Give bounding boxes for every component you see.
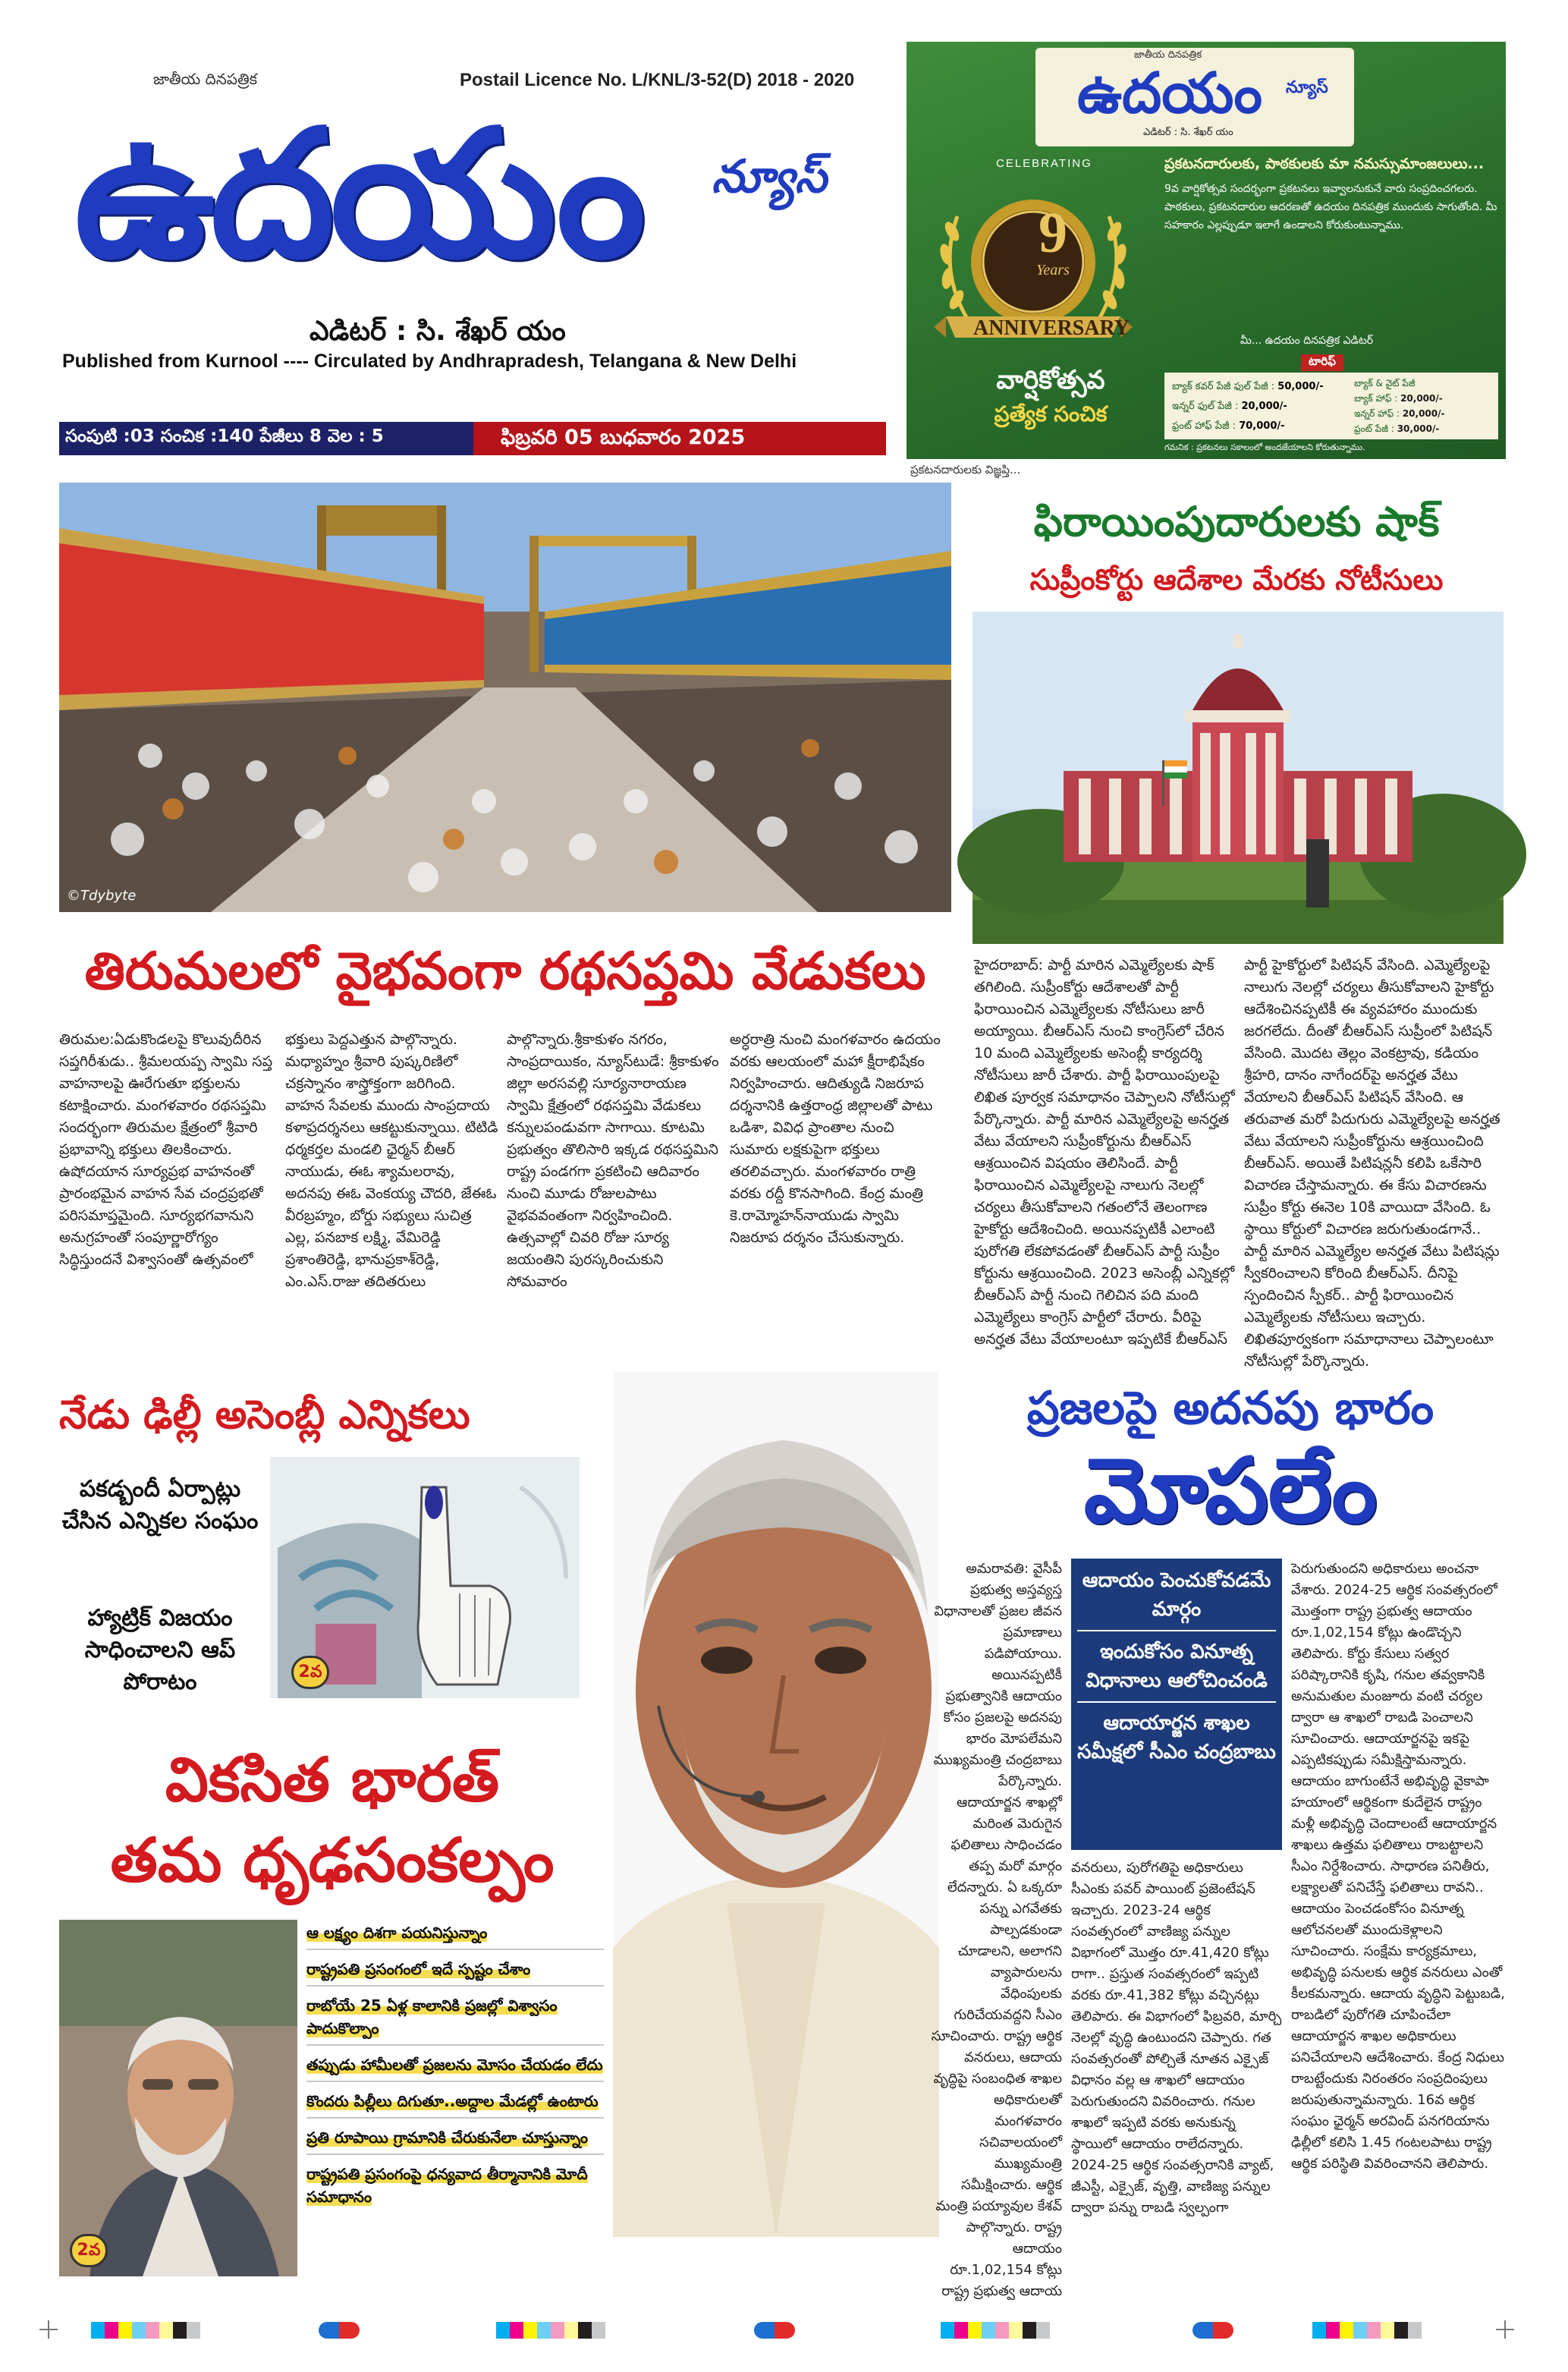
bullet-text: రాబోయే 25 ఏళ్ల కాలానికి ప్రజల్లో విశ్వాసం పాదుకొల్పాం xyxy=(306,1996,558,2037)
ad-heading: ప్రకటనదారులకు, పాఠకులకు మా నమస్సుమాంజలులు... xyxy=(1164,156,1485,172)
box-line-1: ఆదాయం పెంచుకోవడమే మార్గం xyxy=(1077,1566,1276,1631)
ad-rate-value: 20,000/- xyxy=(1402,408,1445,419)
masthead-logo-sub: న్యూస్ xyxy=(712,150,827,203)
color-bar-icon xyxy=(496,2322,605,2339)
story5-kicker: ప్రజలపై అదనపు భారం xyxy=(1026,1382,1434,1435)
story2-subhead: సుప్రీంకోర్టు ఆదేశాల మేరకు నోటీసులు xyxy=(1029,563,1444,596)
ad-footnote: గమనిక : ప్రకటనలు సకాలంలో అందజేయాలని కోరుతున్నాము. xyxy=(1164,442,1365,452)
ad-rate-row xyxy=(1354,406,1494,421)
story3-point: హ్యాట్రిక్ విజయం సాధించాలని ఆప్ పోరాటం xyxy=(84,1605,236,1695)
ad-rate-value: 30,000/- xyxy=(1397,423,1440,434)
bullet-item xyxy=(306,2090,604,2119)
ad-rates-left xyxy=(1172,377,1346,436)
color-dot-icon xyxy=(1192,2322,1233,2339)
ad-rate-label: బ్యాక్ కవర్ పేజీ ఫుల్ పేజీ : xyxy=(1172,381,1275,392)
ad-editor: ఎడిటర్ : సి. శేఖర్ యం xyxy=(1143,127,1233,138)
crowd-scene-icon xyxy=(59,483,951,912)
ad-rate-row xyxy=(1354,391,1494,406)
story1-column-2: భక్తులు పెద్దఎత్తున పాల్గొన్నారు. మధ్యాహ్నం శ్రీవారి పుష్కరిణిలో చక్రస్నానం శాస్త్రోక్తంగా జరిగింది. వాహన సేవలకు ముందు సాంప్రదాయ కళాప్రదర్శనలు ఆకట్టుకున్నాయి. టిటిడి ధర్మకర్తల మండలి ఛైర్మన్ బీఆర్ నాయుడు, ఈఓ శ్యామలరావు, అదనపు ఈఓ వెంకయ్య చౌదరి, జేఈఓ వీరబ్రహ్మం, బోర్డు సభ్యులు సుచిత్ర ఎల్ల, పనబాక లక్ష్మి, వేమిరెడ్డి ప్రశాంతిరెడ్డి, భానుప్రకాశ్‌రెడ్డి, ఎం.ఎస్.రాజు తదితరులు xyxy=(285,1031,498,1290)
ad-anniversary: ANNIVERSARY xyxy=(973,316,1130,340)
bullet-item xyxy=(306,1921,604,1950)
bullet-text: రాష్ట్రపతి ప్రసంగంలో ఇదే స్పష్టం చేశాం xyxy=(306,1960,531,1978)
ad-logo-sub: న్యూస్ xyxy=(1286,78,1328,97)
ad-rate-row xyxy=(1172,397,1346,417)
bullet-text: కొందరు పిల్లీలు దిగుతూ..అద్దాల మేడల్లో ఉంటారు xyxy=(306,2092,599,2110)
ad-signature: మీ... ఉదయం దినపత్రిక ఎడిటర్ xyxy=(1240,335,1374,347)
bullet-item xyxy=(306,2053,604,2082)
color-bar-icon xyxy=(91,2322,200,2339)
registration-mark-icon xyxy=(39,2320,58,2339)
bullet-text: తప్పుడు హామీలతో ప్రజలను మోసం చేయడం లేదు xyxy=(306,2056,603,2074)
bullet-item xyxy=(306,1994,604,2046)
ad-rate-value: 20,000/- xyxy=(1241,401,1287,412)
story2-column-1: హైదరాబాద్: పార్టీ మారిన ఎమ్మెల్యేలకు షాక్ తగిలింది. సుప్రీంకోర్టు ఆదేశాలతో పార్టీ ఫిరాయించిన ఎమ్మెల్యేలకు నోటీసులు జారీ అయ్యాయి. బీఆర్ఎస్ నుంచి కాంగ్రెస్‌లో చేరిన 10 మంది ఎమ్మెల్యేలకు అసెంబ్లీ కార్యదర్శి నోటీసులు జారీ చేశారు. పార్టీ ఫిరాయింపులపై లిఖిత పూర్వక సమాధానం చెప్పాలని నోటీసుల్లో పేర్కొన్నారు. పార్టీ మారిన ఎమ్మెల్యేలపై అనర్హత వేటు వేయాలని సుప్రీంకోర్టును బీఆర్ఎస్ ఆశ్రయించిన విషయం తెలిసిందే. పార్టీ ఫిరాయించిన ఎమ్మెల్యేలపై నాలుగు నెలల్లో చర్యలు తీసుకోవాలని గతంలోనే తెలంగాణ హైకోర్టు ఆదేశించింది. అయినప్పటికీ ఎలాంటి పురోగతి లేకపోవడంతో బీఆర్ఎస్ పార్టీ సుప్రీం కోర్టును ఆశ్రయించింది. 2023 అసెంబ్లీ ఎన్నికల్లో బీఆర్ఎస్ పార్టీ నుంచి గెలిచిన పది మంది ఎమ్మెల్యేలు కాంగ్రెస్ పార్టీలో చేరారు. వీరిపై అనర్హత వేటు వేయాలంటూ ఇప్పటికే బీఆర్ఎస్ xyxy=(974,957,1235,1348)
color-dot-icon xyxy=(754,2322,795,2339)
story5-right-column: పెరుగుతుందని అధికారులు అంచనా వేశారు. 2024-25 ఆర్థిక సంవత్సరంలో మొత్తంగా రాష్ట్ర ప్రభుత్వ ఆదాయం రూ.1,02,154 కోట్లు ఉండొచ్చని తెలిపారు. కోర్టు కేసులు సత్వర పరిష్కారానికి కృషి, గనుల తవ్వకానికి అనుమతుల మంజూరు వంటి చర్యల ద్వారా ఆ శాఖలో రాబడి పెంచాలని సూచించారు. ఆదాయార్జనపై ఇకపై ఎప్పటికప్పుడు సమీక్షిస్తామన్నారు. ఆదాయం బాగుంటేనే అభివృద్ధి వైకాపా హయాంలో ఆర్థికంగా కుదేలైన రాష్ట్రం మళ్లీ అభివృద్ధి చెందాలంటే ఆదాయార్జన శాఖలు ఉత్తమ ఫలితాలు రాబట్టాలని సీఎం నిర్దేశించారు. సాధారణ పనితీరు, లక్ష్యాలతో పనిచేస్తే ఫలితాలు రావని.. ఆదాయం పెంచడంకోసం వినూత్న ఆలోచనలతో ముందుకెళ్లాలని సూచించారు. సంక్షేమ కార్యక్రమాలు, అభివృద్ధి పనులకు ఆర్థిక వనరులు ఎంతో కీలకమన్నారు. ఆదాయ వృద్ధిని పెట్టుబడి, రాబడిలో పురోగతి చూపించేలా ఆదాయార్జన శాఖల అధికారులు పనిచేయాలని ఆదేశించారు. కేంద్ర నిధులు రాబట్టేందుకు నిరంతరం సంప్రదింపులు జరుపుతున్నామన్నారు. 16వ ఆర్థిక సంఘం ఛైర్మన్ అరవింద్ పనగరియాను ఢిల్లీలో కలిసి 1.45 గంటలపాటు రాష్ట్ర ఆర్థిక పరిస్థితి వివరించానని తెలిపారు. xyxy=(1291,1561,1505,2172)
masthead-tagline: జాతీయ దినపత్రిక xyxy=(153,70,258,88)
bullet-item xyxy=(306,2126,604,2155)
page-ref-badge: 2వ xyxy=(291,1656,329,1689)
voting-photo xyxy=(270,1457,580,1698)
anniversary-ad xyxy=(907,42,1506,459)
bullet-text: ప్రతి రూపాయి గ్రామానికి చేరుకునేలా చూస్తున్నాం xyxy=(306,2128,589,2147)
page-ref-badge: 2వ xyxy=(70,2234,108,2267)
ad-tagline: జాతీయ దినపత్రిక xyxy=(1134,49,1202,61)
story4-bullets xyxy=(306,1921,604,2220)
ad-tariff-title: టారిఫ్ xyxy=(1301,354,1343,371)
ad-rate-label: ఇన్నర్ ఫుల్ పేజీ : xyxy=(1172,401,1239,412)
ad-footer: ప్రకటనదారులకు విజ్ఞప్తి... xyxy=(910,463,1021,477)
story5-narrow-column: అమరావతి: వైసీపీ ప్రభుత్వ అస్తవ్యస్త విధానాలతో ప్రజల జీవన ప్రమాణాలు పడిపోయాయి. అయినప్పటికీ ప్రభుత్వానికి ఆదాయం కోసం ప్రజలపై అదనపు భారం మోపలేమని ముఖ్యమంత్రి చంద్రబాబు పేర్కొన్నారు. ఆదాయార్జన శాఖల్లో మరింత మెరుగైన ఫలితాలు సాధించడం తప్ప మరో మార్గం లేదన్నారు. ఏ ఒక్కరూ పన్ను ఎగవేతకు పాల్పడకుండా చూడాలని, అలాగని వ్యాపారులను వేధింపులకు గురిచేయవద్దని సీఎం సూచించారు. రాష్ట్ర ఆర్థిక వనరులు, ఆదాయ వృద్ధిపై సంబంధిత శాఖల అధికారులతో మంగళవారం సచివాలయంలో ముఖ్యమంత్రి సమీక్షించారు. ఆర్థిక మంత్రి పయ్యావుల కేశవ్ పాల్గొన్నారు. రాష్ట్ర ఆదాయం రూ.1,02,154 కోట్లు రాష్ట్ర ప్రభుత్వ ఆదాయ xyxy=(931,1561,1062,2299)
story5-headline: మోపలేం xyxy=(1083,1438,1378,1543)
masthead-logo: ఉదయం xyxy=(74,92,641,297)
story5-highlight-box xyxy=(1071,1559,1282,1850)
issue-date: ఫిబ్రవరి 05 బుధవారం 2025 xyxy=(501,426,746,449)
bullet-item xyxy=(306,1958,604,1987)
box-line-3: ఆదాయార్జన శాఖల సమీక్షలో సీఎం చంద్రబాబు xyxy=(1077,1712,1276,1763)
ad-rate-label: ఇన్నర్ హాఫ్ : xyxy=(1354,408,1400,419)
story2-column-2: పార్టీ హైకోర్టులో పిటిషన్ వేసింది. ఎమ్మెల్యేలపై నాలుగు నెలల్లో చర్యలు తీసుకోవాలని హైకోర్టు ఆదేశించినప్పటికీ ఈ వ్యవహారం ముందుకు జరగలేదు. దీంతో బీఆర్ఎస్ సుప్రీంలో పిటిషన్ వేసింది. మొదట తెల్లం వెంకట్రావు, కడియం శ్రీహరి, దానం నాగేందర్‌పై అనర్హత వేటు వేయాలని బీఆర్ఎస్ పిటిషన్ వేసింది. ఆ తరువాత మరో పిదుగురు ఎమ్మెల్యేలపై అనర్హత వేటు వేయాలని సుప్రీంకోర్టును ఆశ్రయించింది బీఆర్ఎస్. అయితే పిటిషన్లనీ కలిపి ఒకేసారి విచారణ చేస్తామన్నారు. ఈ కేసు విచారణను సుప్రీం కోర్టు ఈనెల 10కి వాయిదా వేసింది. ఓ స్థాయి కోర్టులో విచారణ జరుగుతుండగానే.. పార్టీ మారిన ఎమ్మెల్యేల అనర్హత వేటు పిటిషన్లు స్వీకరించాలని కోరింది బీఆర్ఎస్. దీనిపై స్పందించిన స్పీకర్.. పార్టీ ఫిరాయించిన ఎమ్మెల్యేలకు నోటీసులు ఇచ్చారు. లిఖితపూర్వకంగా సమాధానాలు చెప్పాలంటూ నోటీసుల్లో పేర్కొన్నారు. xyxy=(1244,957,1500,1370)
ad-rate-label: ఫ్రంట్ పేజీ : xyxy=(1354,423,1394,434)
ad-rate-label: బ్యాక్ హాఫ్ : xyxy=(1354,393,1398,404)
ad-rate-label: బ్యాక్ & వైట్ పేజీ xyxy=(1354,378,1416,389)
ad-years-word: Years xyxy=(1036,262,1070,278)
story5-middle-column: వనరులు, పురోగతిపై అధికారులు సీఎంకు పవర్ పాయింట్ ప్రజెంటేషన్ ఇచ్చారు. 2023-24 ఆర్థిక సంవత్సరంలో వాణిజ్య పన్నుల విభాగంలో మొత్తం రూ.41,420 కోట్లు రాగా.. ప్రస్తుత సంవత్సరంలో ఇప్పటి వరకు రూ.41,382 కోట్లు వచ్చినట్లు తెలిపారు. ఈ విభాగంలో ఫిబ్రవరి, మార్చి నెలల్లో వృద్ధి ఉంటుందని చెప్పారు. గత సంవత్సరంతో పోల్చితే నూతన ఎక్సైజ్ విధానం వల్ల ఆ శాఖలో ఆదాయం పెరుగుతుందని వివరించారు. గనుల శాఖలో ఇప్పటి వరకు అనుకున్న స్థాయిలో ఆదాయం రాలేదన్నారు. 2024-25 ఆర్థిక సంవత్సరానికి వ్యాట్, జీఎస్టీ, ఎక్సైజ్, వృత్తి, వాణిజ్య పన్నుల ద్వారా పన్ను రాబడి స్వల్పంగా xyxy=(1071,1860,1282,2216)
story4-headline-1: వికసిత భారత్ xyxy=(165,1744,500,1815)
bullet-item xyxy=(306,2163,604,2213)
ad-logo: ఉదయం xyxy=(1077,61,1262,126)
licence-number: Postail Licence No. L/KNL/3-52(D) 2018 - 2020 xyxy=(460,70,855,90)
ad-rate-row xyxy=(1172,377,1346,397)
ad-celebrating: CELEBRATING xyxy=(996,157,1092,170)
color-bar-icon xyxy=(941,2322,1050,2339)
supreme-court-icon xyxy=(973,612,1504,944)
issue-details-text: సంపుటి :03 సంచిక :140 పేజీలు 8 వెల : 5 xyxy=(65,426,384,446)
ad-rate-value: 70,000/- xyxy=(1239,420,1285,432)
ad-special-1: వార్షికోత్సవ xyxy=(996,365,1105,395)
publication-note: Published from Kurnool ---- Circulated by Andhrapradesh, Telangana & New Delhi xyxy=(62,351,797,372)
masthead xyxy=(59,29,886,455)
ad-body: 9వ వార్షికోత్సవ సందర్భంగా ప్రకటనలు ఇవ్వాలనుకునే వారు సంప్రదించగలరు. పాఠకులు, ప్రకటనదారుల ఆదరణతో ఉదయం దినపత్రిక ముందుకు సాగుతోంది. మీ సహకారం ఎల్లప్పుడూ ఇలాగే ఉండాలని కోరుకుంటున్నాము. xyxy=(1164,183,1497,231)
supreme-court-photo xyxy=(973,612,1504,944)
ad-rate-row xyxy=(1354,376,1494,391)
story1-column-1: తిరుమల:ఏడుకొండలపై కొలువుదీరిన సప్తగిరీశుడు.. శ్రీమలయప్ప స్వామి సప్త వాహనాలపై ఊరేగుతూ భక్తులను కటాక్షించారు. మంగళవారం రథసప్తమి సందర్భంగా తిరుమల క్షేత్రంలో శ్రీవారి ప్రభావాన్ని భక్తులు తిలకించారు. ఉషోదయాన సూర్యప్రభ వాహనంతో ప్రారంభమైన వాహన సేవ చంద్రప్రభతో పరిసమాప్తమైంది. సూర్యభగవానుని అనుగ్రహంతో సంపూర్ణారోగ్యం సిద్ధిస్తుందనే విశ్వాసంతో ఉత్సవంలో xyxy=(59,1031,273,1268)
color-dot-icon xyxy=(319,2322,360,2339)
speaker-portrait-icon xyxy=(59,1920,297,2276)
modi-photo xyxy=(59,1920,297,2276)
rathasapthami-photo xyxy=(59,483,951,912)
story4-headline-2: తమ ధృఢసంకల్పం xyxy=(110,1825,555,1895)
color-bar-icon xyxy=(1312,2322,1422,2339)
issue-bar xyxy=(59,422,886,455)
ad-rates-right xyxy=(1354,376,1494,436)
ad-rate-row xyxy=(1172,417,1346,436)
cm-portrait-icon xyxy=(613,1372,939,2237)
ad-special-2: ప్రత్యేక సంచిక xyxy=(994,401,1108,426)
story3-headline: నేడు ఢిల్లీ అసెంబ్లీ ఎన్నికలు xyxy=(59,1392,470,1438)
story1-headline: తిరుమలలో వైభవంగా రథసప్తమి వేడుకలు xyxy=(84,942,926,1002)
editor-name: ఎడిటర్ : సి. శేఖర్ యం xyxy=(310,316,566,347)
ad-rate-row xyxy=(1354,421,1494,436)
chandrababu-photo xyxy=(613,1372,939,2237)
bullet-text: ఆ లక్ష్యం దిశగా పయనిస్తున్నాం xyxy=(306,1924,488,1942)
story1-column-4: అర్ధరాత్రి నుంచి మంగళవారం ఉదయం వరకు ఆలయంలో మహా క్షీరాభిషేకం నిర్వహించారు. ఆదిత్యుడి నిజరూప దర్శనానికి ఉత్తరాంధ్ర జిల్లాలతో పాటు ఒడిశా, వివిధ ప్రాంతాల నుంచి సుమారు లక్షకుపైగా భక్తులు తరలివచ్చారు. మంగళవారం రాత్రి వరకు రద్దీ కొనసాగింది. కేంద్ర మంత్రి కె.రామ్మోహన్‌నాయుడు స్వామి నిజరూప దర్శనం చేసుకున్నారు. xyxy=(730,1031,941,1246)
ad-rate-value: 20,000/- xyxy=(1400,393,1443,404)
ad-rate-value: 50,000/- xyxy=(1277,381,1324,392)
box-line-2: ఇందుకోసం వినూత్న విధానాలు ఆలోచించండి xyxy=(1077,1631,1276,1703)
ad-rate-label: ఫ్రంట్ హాఫ్ పేజీ : xyxy=(1172,420,1236,432)
story2-headline: ఫిరాయింపుదారులకు షాక్ xyxy=(1033,498,1440,546)
photo-credit: ©Tdybyte xyxy=(67,888,137,904)
story3-point: పకడ్బందీ ఏర్పాట్లు చేసిన ఎన్నికల సంఘం xyxy=(61,1476,259,1534)
bullet-text: రాష్ట్రపతి ప్రసంగంపై ధన్యవాద తీర్మానానికి మోదీ సమాధానం xyxy=(306,2165,588,2206)
ad-years-number: 9 xyxy=(1039,201,1067,265)
registration-mark-icon xyxy=(1496,2320,1514,2339)
story1-column-3: పాల్గొన్నారు.శ్రీకాకుళం నగరం, సాంప్రదాయికం, న్యూస్‌టుడే: శ్రీకాకుళం జిల్లా అరసవల్లి సూర్యనారాయణ స్వామి క్షేత్రంలో రథసప్తమి వేడుకలు కన్నులపండువగా సాగాయి. కూటమి ప్రభుత్వం తొలిసారి ఇక్కడ రథసప్తమిని రాష్ట్ర పండగగా ప్రకటించి ఆదివారం నుంచి మూడు రోజులపాటు వైభవవంతంగా నిర్వహించింది. ఉత్సవాల్లో చివరి రోజు సూర్య జయంతిని పురస్కరించుకుని సోమవారం xyxy=(507,1031,719,1290)
